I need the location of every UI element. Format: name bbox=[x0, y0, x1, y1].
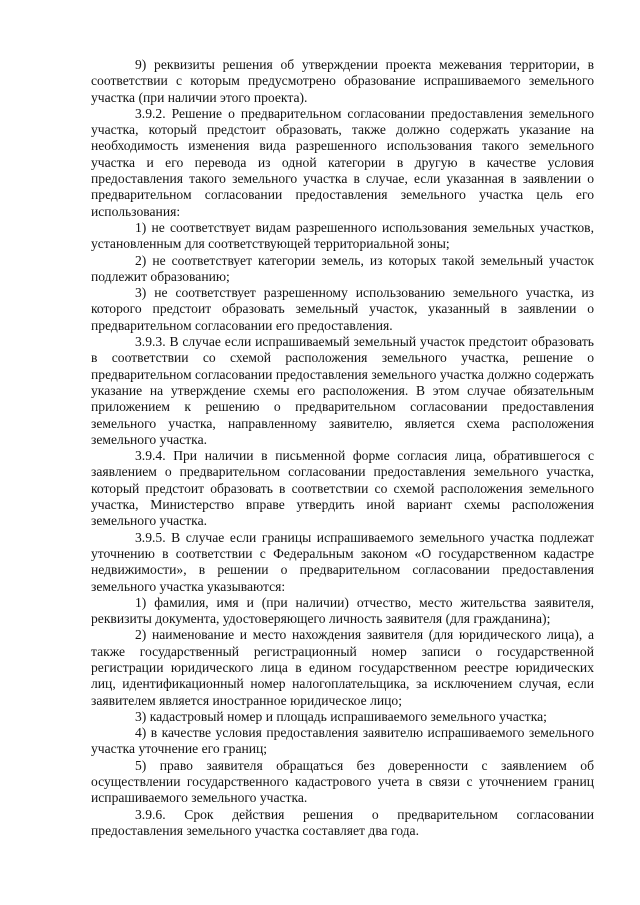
paragraph-3-9-4: 3.9.4. При наличии в письменной форме согласия лица, обратившегося с заявлением о предварительном согласовании предоставления земельного участка, который предстоит образовать в соответствии со схемой расположения земельного участка, Министерство вправе утвердить иной вариант схемы расположения земельного участка. bbox=[91, 448, 594, 529]
paragraph-3-9-3: 3.9.3. В случае если испрашиваемый земельный участок предстоит образовать в соответствии со схемой расположения земельного участка, решение о предварительном согласовании предоставления земельного участка должно содержать указание на утверждение схемы его расположения. В этом случае обязательным приложением к решению о предварительном согласовании предоставления земельного участка, направленному заявителю, является схема расположения земельного участка. bbox=[91, 334, 594, 447]
paragraph-3-9-5: 3.9.5. В случае если границы испрашиваемого земельного участка подлежат уточнению в соответствии с Федеральным законом «О государственном кадастре недвижимости», в решении о предварительном согласовании предоставления земельного участка указываются: bbox=[91, 529, 594, 594]
document-page bbox=[91, 57, 594, 839]
paragraph-item-9-requisites: 9) реквизиты решения об утверждении проекта межевания территории, в соответствии с которым предусмотрено образование испрашиваемого земельного участка (при наличии этого проекта). bbox=[91, 57, 594, 105]
paragraph-list-item-1-applicant-name: 1) фамилия, имя и (при наличии) отчество, место жительства заявителя, реквизиты документа, удостоверяющего личность заявителя (для гражданина); bbox=[91, 594, 594, 627]
paragraph-list-item-2: 2) не соответствует категории земель, из которых такой земельный участок подлежит образованию; bbox=[91, 252, 594, 284]
paragraph-3-9-2: 3.9.2. Решение о предварительном согласовании предоставления земельного участка, который предстоит образовать, также должно содержать указание на необходимость изменения вида разрешенного использования такого земельного участка и его перевода из одной категории в другую в качестве условия предоставления такого земельного участка в случае, если указанная в заявлении о предварительном согласовании предоставления земельного участка цель его использования: bbox=[91, 105, 594, 219]
paragraph-list-item-3-cadastral: 3) кадастровый номер и площадь испрашиваемого земельного участка; bbox=[135, 708, 547, 724]
paragraph-list-item-5-right: 5) право заявителя обращаться без доверенности с заявлением об осуществлении государственного кадастрового учета в связи с уточнением границ испрашиваемого земельного участка. bbox=[91, 757, 594, 806]
paragraph-3-9-6: 3.9.6. Срок действия решения о предварительном согласовании предоставления земельного участка составляет два года. bbox=[91, 806, 594, 838]
paragraph-list-item-2-applicant-entity: 2) наименование и место нахождения заявителя (для юридического лица), а также государственный регистрационный номер записи о государственной регистрации юридического лица в едином государственном реестре юридических лиц, идентификационный номер налогоплательщика, за исключением случая, если заявителем является иностранное юридическое лицо; bbox=[91, 627, 594, 708]
paragraph-list-item-1: 1) не соответствует видам разрешенного использования земельных участков, установленным для соответствующей территориальной зоны; bbox=[91, 219, 594, 252]
paragraph-list-item-4-condition: 4) в качестве условия предоставления заявителю испрашиваемого земельного участка уточнение его границ; bbox=[91, 725, 594, 757]
paragraph-list-item-3: 3) не соответствует разрешенному использованию земельного участка, из которого предстоит образовать земельный участок, указанный в заявлении о предварительном согласовании его предоставления. bbox=[91, 285, 594, 333]
